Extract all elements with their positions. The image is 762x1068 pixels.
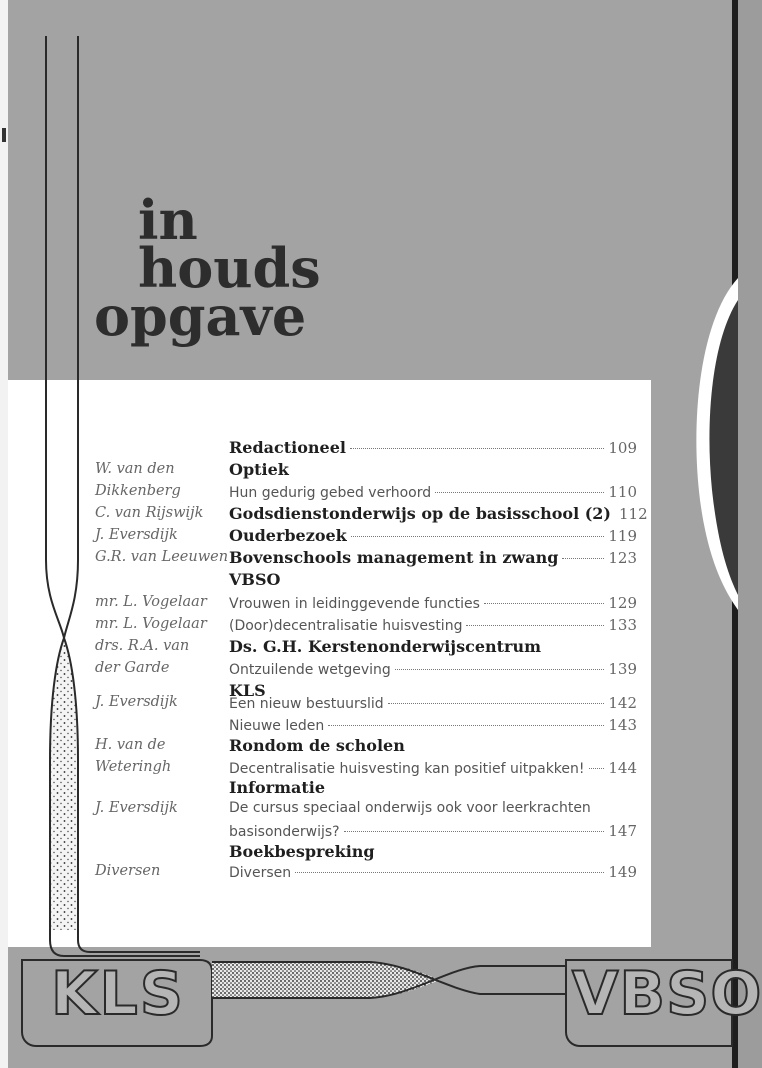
toc-article: Diversen 149 [229,863,637,881]
leader-dots [395,669,605,670]
page-number: 119 [608,527,637,545]
leader-dots [388,703,605,704]
toc-article: De cursus speciaal onderwijs ook voor leerkrachten [229,800,591,816]
page-number: 110 [608,483,637,501]
toc-section: Redactioneel 109 [229,438,637,457]
author-name: Diversen [95,863,161,879]
page-number: 144 [608,759,637,777]
leader-dots [295,872,604,873]
author-name: der Garde [95,660,170,676]
author-name: J. Eversdijk [95,694,178,710]
stipple-fill-horizontal [212,962,440,998]
toc-section: Optiek [229,460,289,479]
page-title [94,188,321,348]
toc-section: Ouderbezoek 119 [229,526,637,545]
page-number: 149 [608,863,637,881]
leader-dots [435,492,604,493]
author-name: Weteringh [95,759,172,775]
toc-section: Rondom de scholen [229,736,405,755]
leader-dots [562,558,604,559]
vbso-logo: VBSO [572,959,762,1029]
author-name: C. van Rijswijk [95,505,204,521]
toc-section: Godsdienstonderwijs op de basisschool (2) 112 [229,504,648,523]
page-number: 109 [608,439,637,457]
toc-section: KLS [229,681,266,700]
page-number: 123 [608,549,637,567]
title-line-1: in [138,188,198,252]
toc-article: Een nieuw bestuurslid 142 [229,694,637,712]
toc-article: basisonderwijs? 147 [229,822,637,840]
page-number: 147 [608,822,637,840]
leader-dots [351,536,605,537]
leader-dots [589,768,605,769]
leader-dots [350,448,604,449]
toc-section: VBSO [229,570,281,589]
toc-article: Ontzuilende wetgeving 139 [229,660,637,678]
toc-section: Bovenschools management in zwang 123 [229,548,637,567]
author-name: G.R. van Leeuwen [95,549,229,565]
leader-dots [344,831,605,832]
author-name: mr. L. Vogelaar [95,616,207,632]
title-line-2: houds [138,236,321,300]
page-number: 133 [608,616,637,634]
page-number: 142 [608,694,637,712]
author-name: J. Eversdijk [95,527,178,543]
toc-article: Hun gedurig gebed verhoord 110 [229,483,637,501]
toc-article: (Door)decentralisatie huisvesting 133 [229,616,637,634]
toc-section: Ds. G.H. Kerstenonderwijscentrum [229,637,542,656]
kls-logo: KLS [51,959,185,1029]
author-name: drs. R.A. van [95,638,190,654]
author-name: Dikkenberg [95,483,181,499]
title-line-3: opgave [94,284,307,348]
author-name: H. van de [95,737,166,753]
leader-dots [484,603,604,604]
page-number: 139 [608,660,637,678]
page-number: 143 [608,716,637,734]
toc-article: Decentralisatie huisvesting kan positief uitpakken! 144 [229,759,637,777]
author-name: W. van den [95,461,175,477]
page-number: 112 [619,505,648,523]
page-number: 129 [608,594,637,612]
toc-section: Informatie [229,778,326,797]
author-name: mr. L. Vogelaar [95,594,207,610]
toc-section: Boekbespreking [229,842,375,861]
leader-dots [328,725,604,726]
author-name: J. Eversdijk [95,800,178,816]
toc-article: Nieuwe leden 143 [229,716,637,734]
toc-article: Vrouwen in leidinggevende functies 129 [229,594,637,612]
leader-dots [466,625,604,626]
